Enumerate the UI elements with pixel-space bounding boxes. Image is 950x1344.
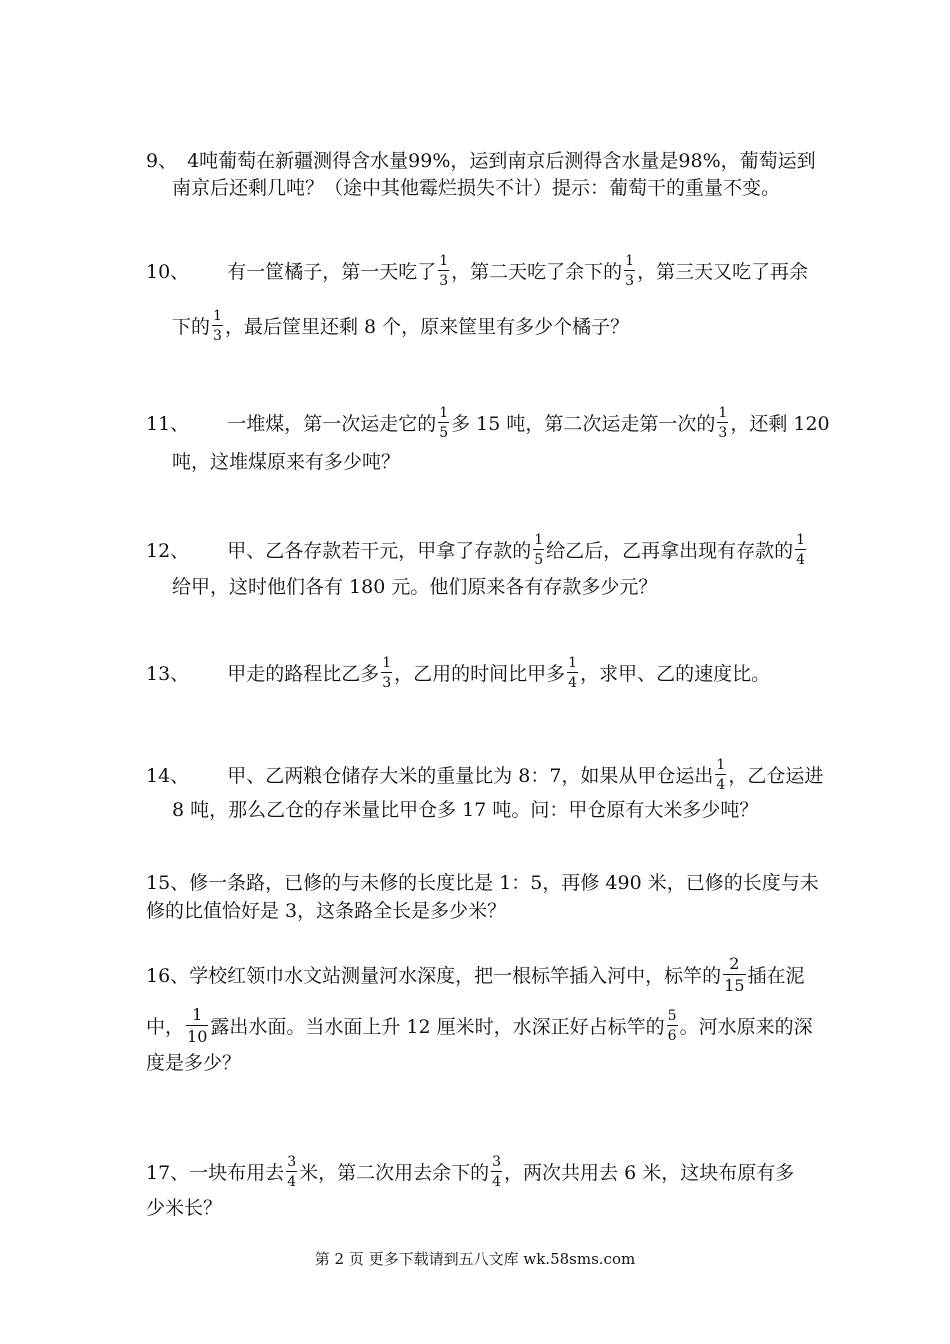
problem-10-text-1c: ，第三天又吃了再余 — [637, 261, 809, 283]
problem-11-text-1b: 多 15 吨，第二次运走第一次的 — [451, 413, 716, 435]
problem-16-line-3: 度是多少？ — [146, 1052, 242, 1074]
problem-13-number: 13、 — [146, 663, 190, 685]
problem-10-fraction-3: $\frac{1}{3}$ — [213, 308, 222, 344]
problem-16-text-2b: 露出水面。当水面上升 12 厘米时，水深正好占标竿的 — [210, 1016, 665, 1038]
problem-10-line-2 — [172, 308, 630, 345]
problem-15-line-2: 修的比值恰好是 3，这条路全长是多少米？ — [146, 900, 507, 922]
problem-13-fraction-2: $\frac{1}{4}$ — [568, 655, 578, 691]
problem-10-text-2b: ，最后筐里还剩 8 个，原来筐里有多少个橘子？ — [224, 316, 630, 338]
problem-11-line-1 — [146, 405, 830, 442]
problem-16-text-1a: 16、学校红领巾水文站测量河水深度，把一根标竿插入河中，标竿的 — [146, 965, 722, 987]
problem-11-fraction-2: $\frac{1}{3}$ — [718, 405, 728, 441]
problem-10-fraction-2: $\frac{1}{3}$ — [625, 253, 635, 289]
page-footer: 第 2 页 更多下载请到五八文库 wk.58sms.com — [314, 1250, 636, 1268]
problem-16-line-2 — [146, 1005, 813, 1047]
problem-13-line-1 — [146, 655, 771, 692]
problem-13-fraction-1: $\frac{1}{3}$ — [382, 655, 392, 691]
problem-16-text-2c: 。河水原来的深 — [679, 1016, 813, 1038]
problem-12-text-1b: 给乙后，乙再拿出现有存款的 — [546, 540, 794, 562]
problem-10-text-1a: 有一筐橘子，第一天吃了 — [227, 261, 437, 283]
problem-16-text-2a: 中， — [146, 1016, 185, 1038]
problem-12-number: 12、 — [146, 540, 190, 562]
problem-12-fraction-2: $\frac{1}{4}$ — [796, 532, 806, 568]
problem-12-fraction-1: $\frac{1}{5}$ — [534, 532, 544, 568]
problem-15-line-1: 15、修一条路，已修的与未修的长度比是 1：5，再修 490 米，已修的长度与未 — [146, 872, 819, 894]
problem-14-text-1a: 甲、乙两粮仓储存大米的重量比为 8：7，如果从甲仓运出 — [227, 765, 714, 787]
problem-14-number: 14、 — [146, 765, 190, 787]
problem-14-line-1 — [146, 757, 824, 794]
problem-17-fraction-1: $\frac{3}{4}$ — [287, 1154, 297, 1190]
problem-17-line-2: 少米长？ — [146, 1197, 223, 1219]
problem-17-fraction-2: $\frac{3}{4}$ — [492, 1154, 502, 1190]
problem-17-text-1b: 米，第二次用去余下的 — [299, 1162, 490, 1184]
problem-16-text-1b: 插在泥 — [747, 965, 805, 987]
problem-13-text-1a: 甲走的路程比乙多 — [227, 663, 380, 685]
problem-11-fraction-1: $\frac{1}{5}$ — [439, 405, 449, 441]
problem-10-text-1b: ，第二天吃了余下的 — [451, 261, 623, 283]
problem-9-text-1: 4吨葡萄在新疆测得含水量99%，运到南京后测得含水量是98%，葡萄运到 — [187, 150, 816, 172]
problem-17-text-1a: 17、一块布用去 — [146, 1162, 285, 1184]
problem-11-text-1c: ，还剩 120 — [730, 413, 830, 435]
problem-14-text-1b: ，乙仓运进 — [728, 765, 824, 787]
problem-16-fraction-1: $\frac{2}{15}$ — [724, 954, 745, 995]
problem-14-fraction-1: $\frac{1}{4}$ — [716, 757, 726, 793]
problem-9-line-2: 南京后还剩几吨？（途中其他霉烂损失不计）提示：葡萄干的重量不变。 — [172, 177, 781, 199]
problem-13-text-1b: ，乙用的时间比甲多 — [394, 663, 566, 685]
problem-12-line-1 — [146, 532, 808, 569]
problem-9-number: 9、 — [146, 150, 178, 172]
problem-13-text-1c: ，求甲、乙的速度比。 — [580, 663, 771, 685]
problem-11-number: 11、 — [146, 413, 190, 435]
problem-11-line-2: 吨，这堆煤原来有多少吨？ — [172, 451, 401, 473]
problem-11-text-1a: 一堆煤，第一次运走它的 — [227, 413, 437, 435]
problem-16-fraction-2: $\frac{1}{10}$ — [187, 1005, 208, 1046]
problem-17-line-1 — [146, 1154, 795, 1191]
problem-10-number: 10、 — [146, 261, 190, 283]
problem-12-text-1a: 甲、乙各存款若干元，甲拿了存款的 — [227, 540, 532, 562]
problem-16-line-1 — [146, 954, 805, 996]
problem-9-line-1 — [146, 152, 816, 171]
problem-10-fraction-1: $\frac{1}{3}$ — [439, 253, 449, 289]
problem-10-line-1 — [146, 253, 809, 290]
problem-16-fraction-3: $\frac{5}{6}$ — [667, 1008, 677, 1044]
problem-10-text-2a: 下的 — [172, 316, 211, 338]
problem-12-line-2: 给甲，这时他们各有 180 元。他们原来各有存款多少元？ — [172, 576, 658, 598]
problem-14-line-2: 8 吨，那么乙仓的存米量比甲仓多 17 吨。问：甲仓原有大米多少吨？ — [172, 799, 759, 821]
problem-17-text-1c: ，两次共用去 6 米，这块布原有多 — [504, 1162, 795, 1184]
